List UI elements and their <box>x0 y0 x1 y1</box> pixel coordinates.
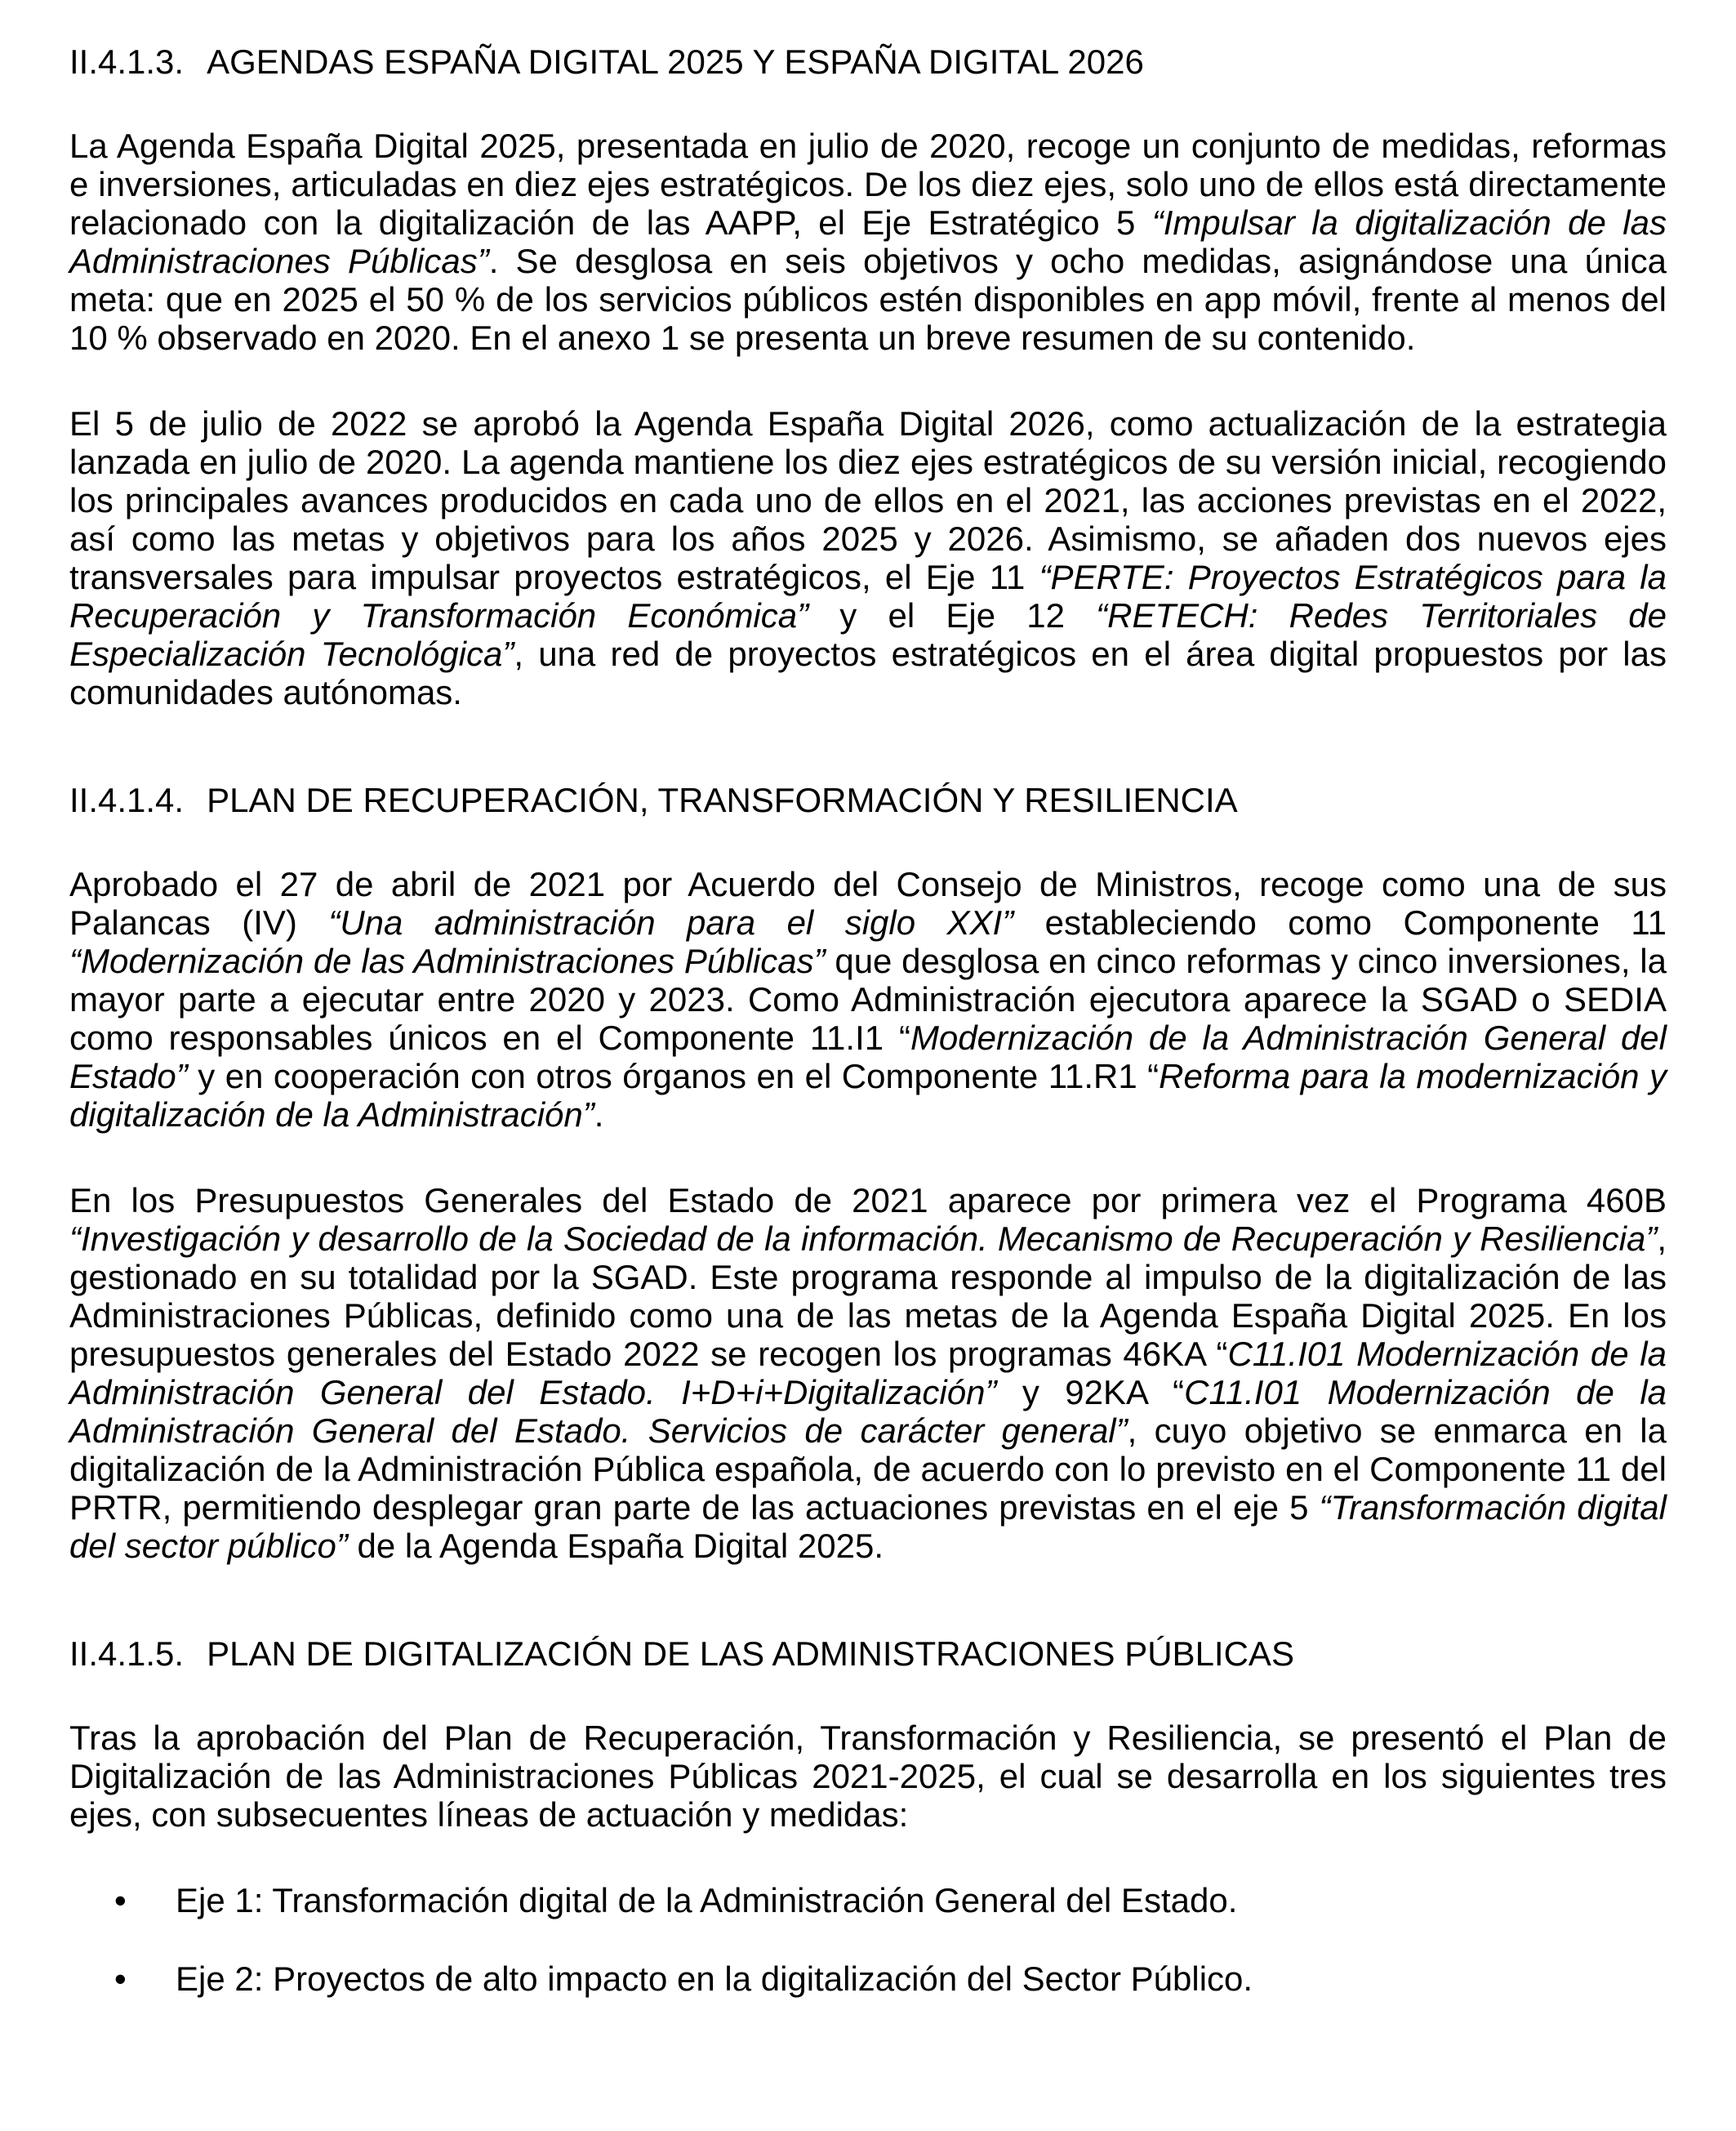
paragraph <box>69 127 1667 357</box>
text-run: y el Eje 12 <box>808 596 1097 635</box>
list-item <box>69 1881 1667 1919</box>
heading-title: AGENDAS ESPAÑA DIGITAL 2025 Y ESPAÑA DIGITAL 2026 <box>207 42 1144 81</box>
heading-number: II.4.1.4. <box>69 781 185 819</box>
text-run: y 92KA “ <box>996 1373 1185 1411</box>
text-run: “Investigación y desarrollo de la Sociedad de la información. Mecanismo de Recuperación y Resiliencia” <box>69 1219 1658 1258</box>
text-run: En los Presupuestos Generales del Estado de 2021 aparece por primera vez el Programa 460B <box>69 1181 1667 1219</box>
list-item-text: Eje 1: Transformación digital de la Administración General del Estado. <box>176 1881 1238 1919</box>
heading-number: II.4.1.5. <box>69 1634 185 1673</box>
text-run: “PERTE: Proyectos Estratégicos para la Recuperación y Transformación Económica” <box>69 558 1667 635</box>
paragraph <box>69 404 1667 711</box>
text-run: “Modernización de las Administraciones Públicas” <box>69 942 826 980</box>
heading-number: II.4.1.3. <box>69 42 185 81</box>
paragraph <box>69 1719 1667 1834</box>
section-heading <box>69 42 1667 81</box>
text-run: El 5 de julio de 2022 se aprobó la Agenda España Digital 2026, como actualización de la estrategia lanzada en julio de 2020. La agenda mantiene los diez ejes estratégicos de su versión inicial, recogiendo los principales avances producidos en cada uno de ellos en el 2021, las acciones previstas en el 2022, así como las metas y objetivos para los años 2025 y 2026. Asimismo, se añaden dos nuevos ejes transversales para impulsar proyectos estratégicos, el Eje 11 <box>69 404 1667 596</box>
list-item-text: Eje 2: Proyectos de alto impacto en la digitalización del Sector Público. <box>176 1959 1253 1998</box>
text-run: , una red de proyectos estratégicos en el área digital propuestos por las comunidades autónomas. <box>69 635 1667 711</box>
text-run: que desglosa en cinco reformas y cinco inversiones, la mayor parte a ejecutar entre 2020 y 2023. Como Administración ejecutora aparece la SGAD o SEDIA como responsables únicos en el Componente 11.I1 “ <box>69 942 1667 1057</box>
paragraph <box>69 865 1667 1134</box>
text-run: , cuyo objetivo se enmarca en la digitalización de la Administración Pública española, de acuerdo con lo previsto en el Componente 11 del PRTR, permitiendo desplegar gran parte de las actuaciones previstas en el eje 5 <box>69 1411 1667 1527</box>
text-run: Modernización de la Administración General del Estado” <box>69 1019 1667 1095</box>
section-heading <box>69 1634 1667 1673</box>
text-run: “RETECH: Redes Territoriales de Especialización Tecnológica” <box>69 596 1667 673</box>
text-run: “Transformación digital del sector público” <box>69 1488 1667 1565</box>
section-heading <box>69 781 1667 819</box>
text-run: y en cooperación con otros órganos en el Componente 11.R1 “ <box>187 1057 1160 1095</box>
text-run: “Una administración para el siglo XXI” <box>328 903 1014 942</box>
text-run: Tras la aprobación del Plan de Recuperación, Transformación y Resiliencia, se presentó el Plan de Digitalización de las Administraciones Públicas 2021-2025, el cual se desarrolla en los siguientes tres ejes, con subsecuentes líneas de actuación y medidas: <box>69 1719 1667 1834</box>
heading-title: PLAN DE DIGITALIZACIÓN DE LAS ADMINISTRACIONES PÚBLICAS <box>207 1634 1294 1673</box>
bullet-icon: • <box>114 1881 127 1919</box>
text-run: estableciendo como Componente 11 <box>1013 903 1667 942</box>
text-run: C11.I01 Modernización de la Administración General del Estado. Servicios de carácter general” <box>69 1373 1667 1450</box>
text-run: “Impulsar la digitalización de las Administraciones Públicas” <box>69 203 1667 280</box>
text-run: , gestionado en su totalidad por la SGAD. Este programa responde al impulso de la digitalización de las Administraciones Públicas, definido como una de las metas de la Agenda España Digital 2025. En los presupuestos generales del Estado 2022 se recogen los programas 46KA “ <box>69 1219 1667 1373</box>
bullet-list <box>69 1881 1667 1998</box>
bullet-icon: • <box>114 1959 127 1998</box>
text-run: C11.I01 Modernización de la Administración General del Estado. I+D+i+Digitalización” <box>69 1335 1667 1411</box>
paragraph <box>69 1181 1667 1565</box>
text-run: Reforma para la modernización y digitalización de la Administración” <box>69 1057 1667 1134</box>
text-run: . <box>594 1095 604 1134</box>
text-run: La Agenda España Digital 2025, presentada en julio de 2020, recoge un conjunto de medidas, reformas e inversiones, articuladas en diez ejes estratégicos. De los diez ejes, solo uno de ellos está directamente relacionado con la digitalización de las AAPP, el Eje Estratégico 5 <box>69 127 1667 242</box>
heading-title: PLAN DE RECUPERACIÓN, TRANSFORMACIÓN Y RESILIENCIA <box>207 781 1238 819</box>
text-run: Aprobado el 27 de abril de 2021 por Acuerdo del Consejo de Ministros, recoge como una de sus Palancas (IV) <box>69 865 1667 942</box>
list-item <box>69 1959 1667 1998</box>
text-run: de la Agenda España Digital 2025. <box>347 1527 884 1565</box>
text-run: . Se desglosa en seis objetivos y ocho medidas, asignándose una única meta: que en 2025 el 50 % de los servicios públicos estén disponibles en app móvil, frente al menos del 10 % observado en 2020. En el anexo 1 se presenta un breve resumen de su contenido. <box>69 242 1667 357</box>
